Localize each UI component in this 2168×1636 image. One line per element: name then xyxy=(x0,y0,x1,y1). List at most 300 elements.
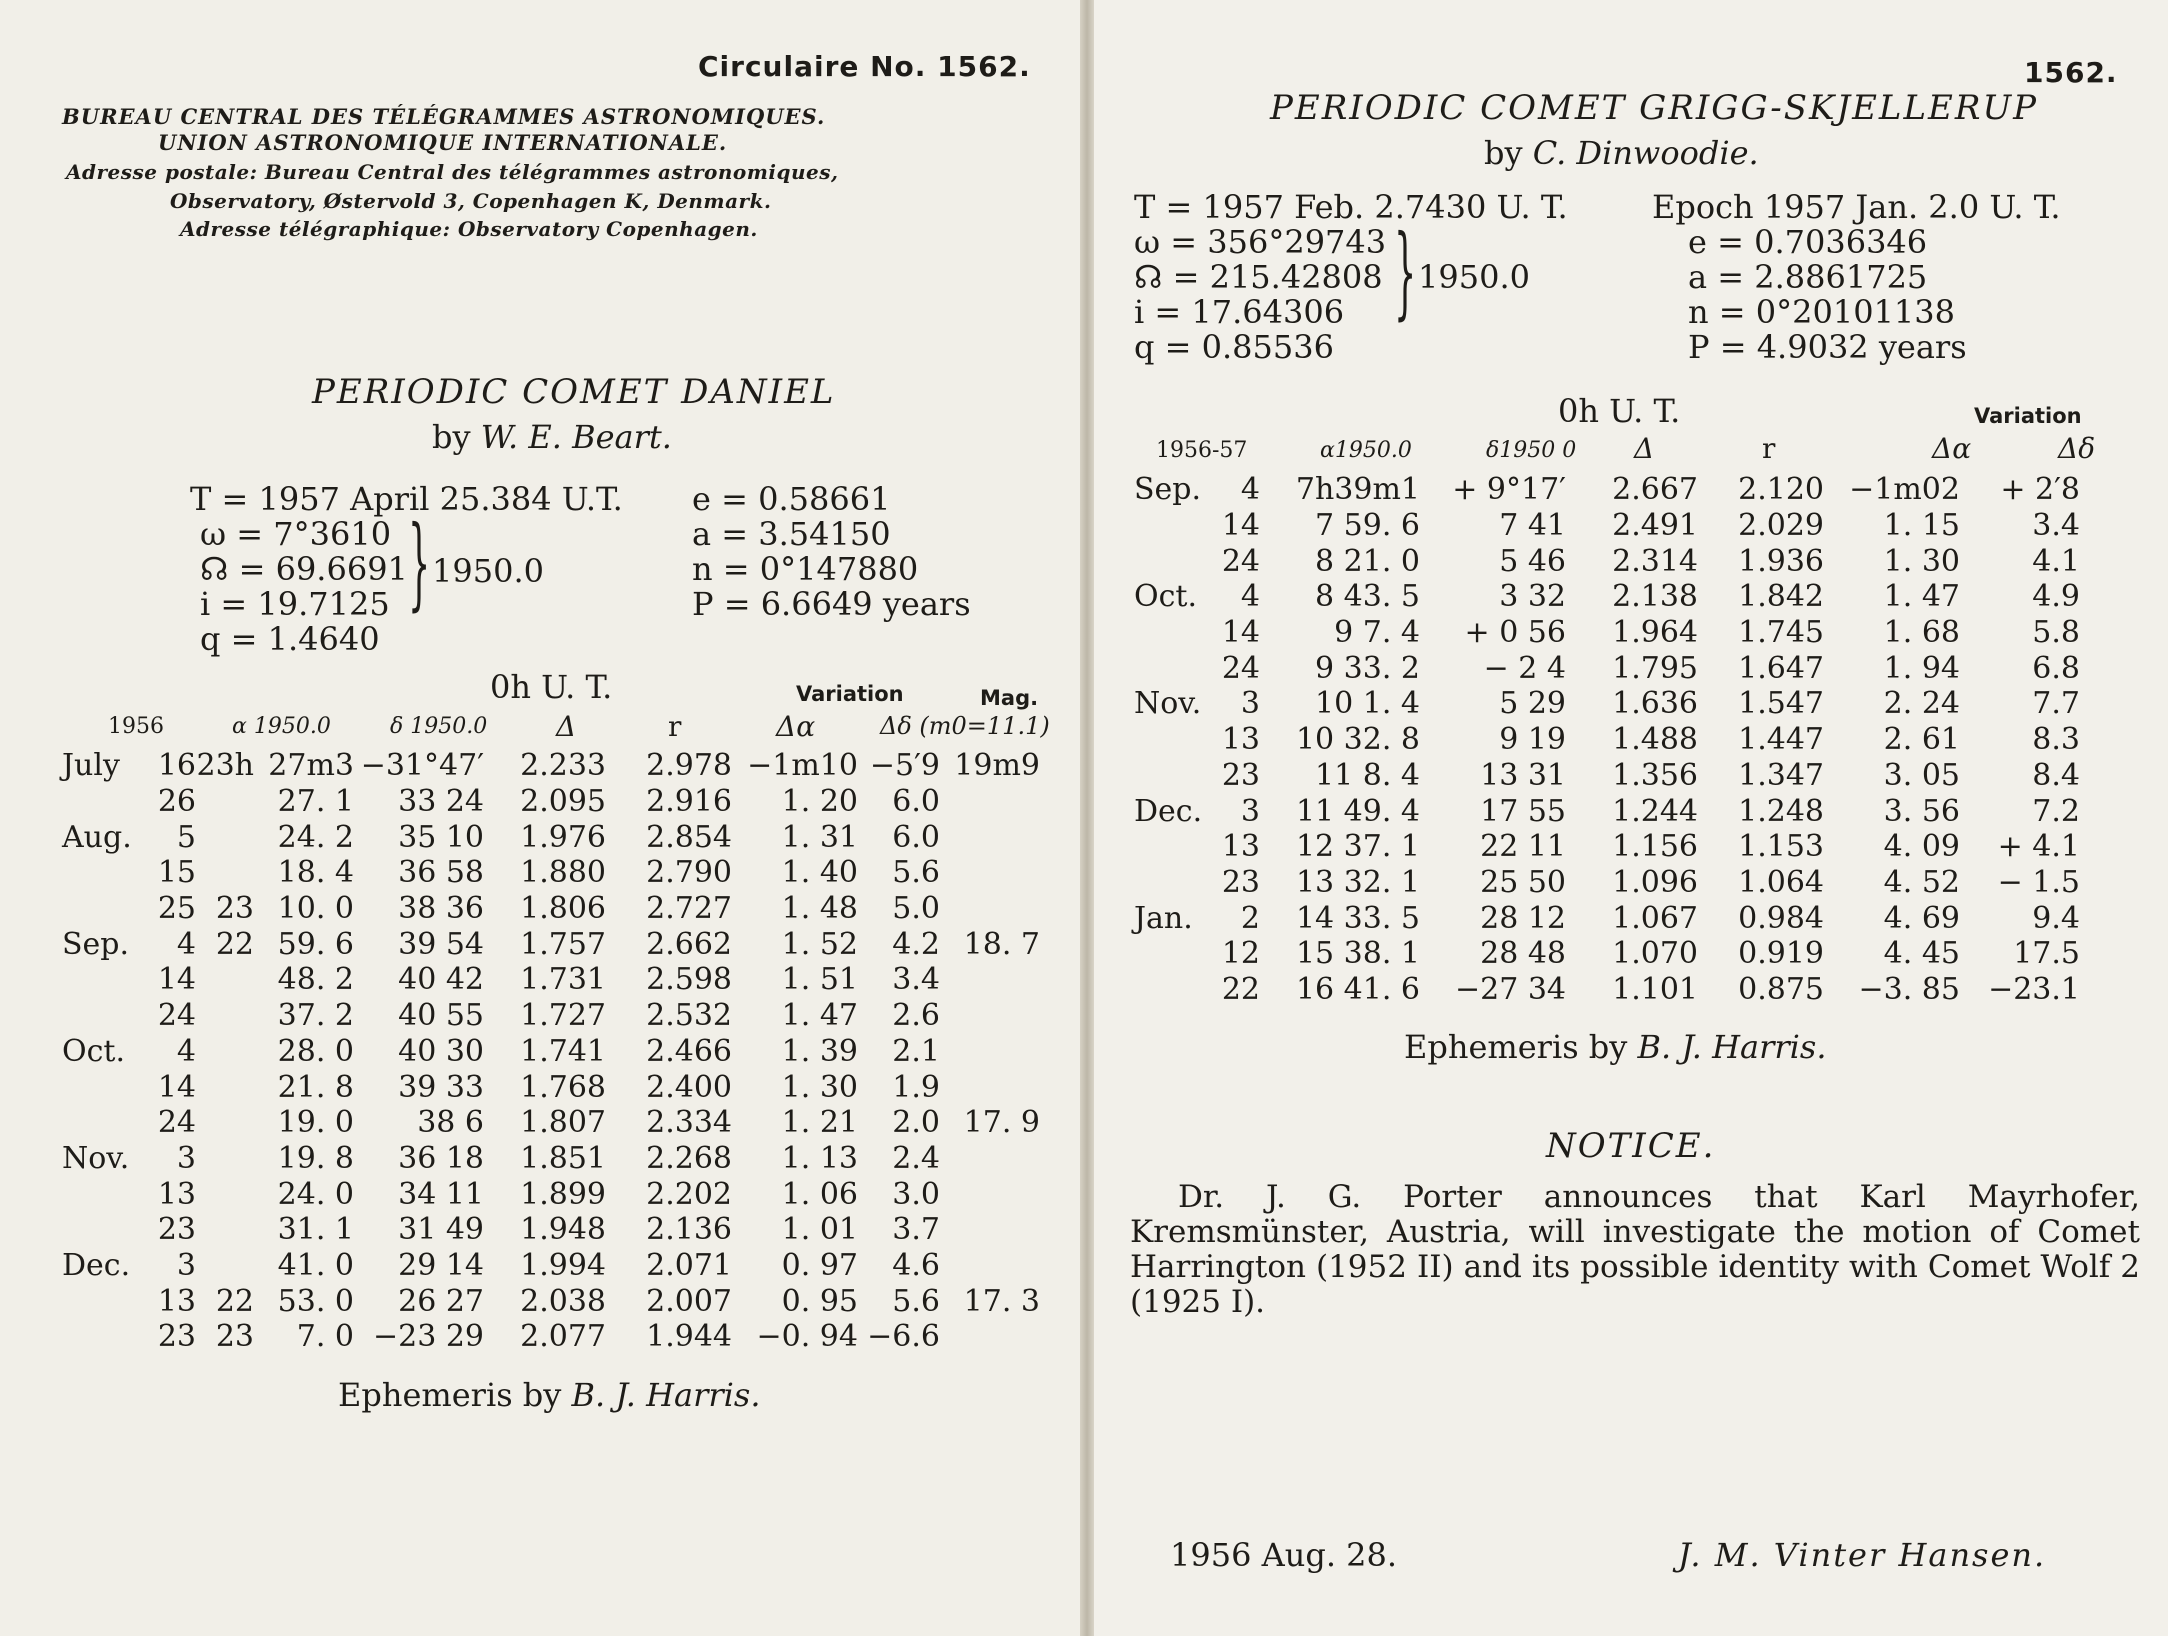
cell-day: 3 xyxy=(176,1247,196,1283)
cell-ddelta: 5.0 xyxy=(892,891,940,927)
cell-ddelta: 7.2 xyxy=(2032,793,2080,829)
ephemeris-table xyxy=(1134,472,2080,1007)
element-node: ☊ = 215.42808 xyxy=(1134,258,1383,296)
cell-ra-hour xyxy=(196,784,254,820)
cell-dec: 3 32 xyxy=(1499,579,1566,615)
table-row xyxy=(1134,900,2080,936)
cell-day: 4 xyxy=(1240,472,1260,508)
cell-ra-hour: 23 xyxy=(215,891,254,927)
cell-ddelta: + 4.1 xyxy=(1997,829,2080,865)
cell-mag xyxy=(940,1069,1040,1105)
cell-day: 14 xyxy=(1221,508,1260,544)
cell-month xyxy=(62,1212,146,1248)
circular-number: Circulaire No. 1562. xyxy=(698,50,1031,83)
cell-ra: 11 49. 4 xyxy=(1295,793,1420,829)
table-row xyxy=(1134,543,2080,579)
cell-ra-hour: 23 xyxy=(215,1319,254,1355)
postal-address: Adresse postale: Bureau Central des télégrammes astronomiques, xyxy=(66,160,839,184)
cell-day: 24 xyxy=(1221,650,1260,686)
cell-delta: 1.244 xyxy=(1612,793,1698,829)
circular-date: 1956 Aug. 28. xyxy=(1170,1536,1398,1574)
cell-dec: + 9°17′ xyxy=(1452,472,1566,508)
cell-delta: 1.636 xyxy=(1612,686,1698,722)
notice-text: Dr. J. G. Porter announces that Karl Mayrhofer, Kremsmünster, Austria, will investigate the motion of Comet Harrington (1952 II) and its possible identity with Comet Wolf 2 (1925 I). xyxy=(1130,1179,2140,1320)
cell-dalpha: 1. 30 xyxy=(781,1069,858,1105)
cell-ra-hour xyxy=(196,1034,254,1070)
cell-ddelta: −5′9 xyxy=(869,748,940,784)
cell-r: 2.598 xyxy=(646,962,732,998)
element-a: a = 2.8861725 xyxy=(1688,258,1928,296)
cell-ddelta: 3.0 xyxy=(892,1176,940,1212)
cell-dalpha: 1. 06 xyxy=(781,1176,858,1212)
table-row xyxy=(62,784,1040,820)
cell-delta: 2.038 xyxy=(520,1283,606,1319)
cell-day: 22 xyxy=(1221,971,1260,1007)
cell-dalpha: 2. 24 xyxy=(1883,686,1960,722)
cell-month xyxy=(62,891,146,927)
cell-dalpha: −0. 94 xyxy=(756,1319,858,1355)
cell-delta: 1.731 xyxy=(520,962,606,998)
cell-day: 23 xyxy=(1221,864,1260,900)
cell-dec: 31 49 xyxy=(398,1212,484,1248)
cell-r: 1.153 xyxy=(1738,829,1824,865)
cell-ra: 7h39m1 xyxy=(1295,472,1420,508)
table-row xyxy=(62,819,1040,855)
right-page xyxy=(1094,0,2168,1636)
cell-ddelta: 2.6 xyxy=(892,998,940,1034)
cell-mag xyxy=(940,1034,1040,1070)
cell-month xyxy=(62,1069,146,1105)
byline-author: C. Dinwoodie. xyxy=(1532,134,1759,172)
cell-ra-hour xyxy=(196,998,254,1034)
cell-month xyxy=(62,1283,146,1319)
cell-dalpha: 1. 39 xyxy=(781,1033,858,1069)
cell-dec: + 0 56 xyxy=(1464,615,1566,651)
cell-month xyxy=(1134,865,1208,901)
cell-dalpha: 1. 30 xyxy=(1883,543,1960,579)
cell-ddelta: 1.9 xyxy=(892,1069,940,1105)
table-row xyxy=(1134,793,2080,829)
postal-address-line2: Observatory, Østervold 3, Copenhagen K, Denmark. xyxy=(170,189,772,213)
cell-ddelta: 8.3 xyxy=(2032,722,2080,758)
cell-dalpha: −3. 85 xyxy=(1858,971,1960,1007)
table-row xyxy=(1134,508,2080,544)
cell-day: 25 xyxy=(157,891,196,927)
table-row xyxy=(62,926,1040,962)
comet-title: PERIODIC COMET DANIEL xyxy=(312,372,836,412)
cell-r: 2.978 xyxy=(646,748,732,784)
cell-month xyxy=(62,962,146,998)
cell-month xyxy=(1134,722,1208,758)
cell-dalpha: 4. 45 xyxy=(1883,936,1960,972)
equinox-brace: } xyxy=(1394,213,1417,330)
cell-mag xyxy=(940,1141,1040,1177)
cell-mag xyxy=(940,1248,1040,1284)
cell-day: 14 xyxy=(1221,615,1260,651)
cell-ddelta: 9.4 xyxy=(2032,900,2080,936)
cell-dalpha: 1. 94 xyxy=(1883,650,1960,686)
table-row xyxy=(1134,722,2080,758)
byline-author: W. E. Beart. xyxy=(480,418,672,456)
element-P: P = 6.6649 years xyxy=(692,585,971,623)
cell-dalpha: 3. 56 xyxy=(1883,793,1960,829)
cell-dec: 25 50 xyxy=(1480,864,1566,900)
element-a: a = 3.54150 xyxy=(692,515,891,553)
element-q: q = 1.4640 xyxy=(200,620,380,658)
table-row xyxy=(1134,472,2080,508)
cell-day: 4 xyxy=(176,926,196,962)
table-row xyxy=(1134,615,2080,651)
cell-mag xyxy=(940,1212,1040,1248)
cell-ra: 12 37. 1 xyxy=(1295,829,1420,865)
col-ddelta: Δδ (m0=11.1) xyxy=(880,712,1050,740)
cell-mag xyxy=(940,784,1040,820)
cell-ra: 11 8. 4 xyxy=(1315,757,1420,793)
col-dec: δ 1950.0 xyxy=(390,714,488,739)
table-row xyxy=(1134,686,2080,722)
cell-dalpha: 1. 31 xyxy=(781,819,858,855)
cell-r: 1.248 xyxy=(1738,793,1824,829)
cell-ra-min: 10. 0 xyxy=(277,891,354,927)
col-year: 1956 xyxy=(108,714,164,739)
element-e: e = 0.58661 xyxy=(692,480,891,518)
cell-r: 2.916 xyxy=(646,784,732,820)
ephemeris-credit xyxy=(338,1376,760,1414)
cell-ddelta: 4.1 xyxy=(2032,543,2080,579)
cell-ddelta: 4.6 xyxy=(892,1247,940,1283)
cell-ddelta: 6.0 xyxy=(892,819,940,855)
col-delta: Δ xyxy=(556,710,577,743)
cell-ddelta: 2.0 xyxy=(892,1105,940,1141)
cell-dec: 7 41 xyxy=(1499,508,1566,544)
cell-dalpha: 4. 09 xyxy=(1883,829,1960,865)
cell-delta: 2.314 xyxy=(1612,543,1698,579)
cell-mag xyxy=(940,819,1040,855)
cell-delta: 1.101 xyxy=(1612,971,1698,1007)
cell-ddelta: −23.1 xyxy=(1988,971,2080,1007)
cell-day: 13 xyxy=(1221,829,1260,865)
byline-prefix: by xyxy=(1484,134,1523,172)
cell-ddelta: 6.0 xyxy=(892,784,940,820)
col-ra: α1950.0 xyxy=(1320,438,1412,463)
cell-ra: 9 33. 2 xyxy=(1315,650,1420,686)
cell-delta: 1.488 xyxy=(1612,722,1698,758)
cell-dalpha: 3. 05 xyxy=(1883,757,1960,793)
cell-r: 1.547 xyxy=(1738,686,1824,722)
table-row xyxy=(62,748,1040,784)
cell-r: 0.919 xyxy=(1738,936,1824,972)
col-ra: α 1950.0 xyxy=(232,714,331,739)
cell-r: 2.136 xyxy=(646,1212,732,1248)
cell-day: 24 xyxy=(157,998,196,1034)
variation-label: Variation xyxy=(1974,404,2082,428)
cell-ra-min: 24. 2 xyxy=(277,819,354,855)
cell-month xyxy=(1134,650,1208,686)
cell-delta: 1.807 xyxy=(520,1105,606,1141)
cell-r: 2.727 xyxy=(646,891,732,927)
cell-ddelta: 3.4 xyxy=(892,962,940,998)
cell-month: Dec. xyxy=(62,1247,131,1283)
cell-ddelta: 17.5 xyxy=(2013,936,2080,972)
cell-delta: 1.964 xyxy=(1612,615,1698,651)
col-r: r xyxy=(668,710,682,743)
cell-dalpha: −1m02 xyxy=(1849,472,1960,508)
cell-r: 1.842 xyxy=(1738,579,1824,615)
cell-month: July xyxy=(62,748,120,784)
cell-ra-hour xyxy=(196,1212,254,1248)
cell-ra-min: 59. 6 xyxy=(277,926,354,962)
cell-delta: 1.757 xyxy=(520,926,606,962)
cell-dec: 22 11 xyxy=(1480,829,1566,865)
epoch-label: Epoch 1957 Jan. 2.0 U. T. xyxy=(1652,188,2061,226)
cell-dalpha: 2. 61 xyxy=(1883,722,1960,758)
cell-r: 2.202 xyxy=(646,1176,732,1212)
col-r: r xyxy=(1762,432,1776,465)
cell-delta: 1.851 xyxy=(520,1140,606,1176)
cell-r: 2.466 xyxy=(646,1033,732,1069)
cell-ddelta: 4.2 xyxy=(892,926,940,962)
cell-dalpha: 1. 47 xyxy=(781,998,858,1034)
element-T: T = 1957 Feb. 2.7430 U. T. xyxy=(1134,188,1568,226)
cell-ra: 7 59. 6 xyxy=(1315,508,1420,544)
cell-dalpha: 1. 47 xyxy=(1883,579,1960,615)
equinox-label: 1950.0 xyxy=(1418,258,1530,296)
union-header: UNION ASTRONOMIQUE INTERNATIONALE. xyxy=(158,130,728,155)
cell-ddelta: 2.1 xyxy=(892,1033,940,1069)
cell-ra-hour: 22 xyxy=(215,926,254,962)
cell-dalpha: 1. 01 xyxy=(781,1212,858,1248)
cell-ddelta: − 1.5 xyxy=(1997,864,2080,900)
ephemeris-table xyxy=(62,748,1040,1355)
cell-dec: 28 12 xyxy=(1480,900,1566,936)
cell-day: 12 xyxy=(1221,936,1260,972)
table-row xyxy=(62,1248,1040,1284)
cell-r: 1.447 xyxy=(1738,722,1824,758)
table-row xyxy=(62,998,1040,1034)
equinox-label: 1950.0 xyxy=(432,552,544,590)
cell-r: 2.790 xyxy=(646,855,732,891)
col-dalpha: Δα xyxy=(1932,432,1972,465)
cell-dalpha: 1. 51 xyxy=(781,962,858,998)
element-node: ☊ = 69.6691 xyxy=(200,550,408,588)
cell-ra: 16 41. 6 xyxy=(1295,971,1420,1007)
cell-ra: 8 43. 5 xyxy=(1315,579,1420,615)
ut-label: 0h U. T. xyxy=(490,668,613,706)
cell-dec: 40 42 xyxy=(398,962,484,998)
cell-r: 2.007 xyxy=(646,1283,732,1319)
cell-ra: 15 38. 1 xyxy=(1295,936,1420,972)
cell-ra-min: 19. 0 xyxy=(277,1105,354,1141)
col-dalpha: Δα xyxy=(776,710,816,743)
cell-ra: 10 32. 8 xyxy=(1295,722,1420,758)
cell-r: 2.334 xyxy=(646,1105,732,1141)
cell-ddelta: 2.4 xyxy=(892,1140,940,1176)
cell-ddelta: 6.8 xyxy=(2032,650,2080,686)
table-row xyxy=(62,1069,1040,1105)
cell-delta: 1.070 xyxy=(1612,936,1698,972)
cell-month xyxy=(62,998,146,1034)
cell-day: 24 xyxy=(157,1105,196,1141)
cell-r: 2.662 xyxy=(646,926,732,962)
cell-dec: 13 31 xyxy=(1480,757,1566,793)
cell-ddelta: −6.6 xyxy=(867,1319,940,1355)
cell-delta: 1.994 xyxy=(520,1247,606,1283)
cell-delta: 1.096 xyxy=(1612,864,1698,900)
table-row xyxy=(62,1105,1040,1141)
cell-month: Oct. xyxy=(1134,579,1197,615)
cell-ra-min: 24. 0 xyxy=(277,1176,354,1212)
cell-dec: 5 29 xyxy=(1499,686,1566,722)
element-omega: ω = 356°29743 xyxy=(1134,223,1387,261)
element-n: n = 0°20101138 xyxy=(1688,293,1955,331)
cell-ra: 9 7. 4 xyxy=(1334,615,1420,651)
cell-month: Nov. xyxy=(62,1140,130,1176)
element-q: q = 0.85536 xyxy=(1134,328,1334,366)
byline-prefix: by xyxy=(432,418,471,456)
cell-dalpha: 1. 13 xyxy=(781,1140,858,1176)
cell-ra-hour: 23h xyxy=(196,748,254,784)
cell-mag: 17. 3 xyxy=(963,1283,1040,1319)
element-i: i = 19.7125 xyxy=(200,585,390,623)
book-gutter xyxy=(1080,0,1094,1636)
cell-r: 1.347 xyxy=(1738,757,1824,793)
cell-mag xyxy=(940,962,1040,998)
ephemeris-credit xyxy=(1404,1028,1826,1066)
cell-month xyxy=(1134,758,1208,794)
cell-ra: 13 32. 1 xyxy=(1295,864,1420,900)
cell-ra-hour xyxy=(196,962,254,998)
cell-day: 14 xyxy=(157,1069,196,1105)
table-row xyxy=(1134,579,2080,615)
table-row xyxy=(62,1141,1040,1177)
cell-ra-min: 28. 0 xyxy=(277,1033,354,1069)
cell-dec: 38 6 xyxy=(417,1105,484,1141)
cell-delta: 2.095 xyxy=(520,784,606,820)
cell-delta: 1.976 xyxy=(520,819,606,855)
cell-dec: 33 24 xyxy=(398,784,484,820)
cell-mag xyxy=(940,1319,1040,1355)
cell-month xyxy=(1134,508,1208,544)
mag-label: Mag. xyxy=(980,686,1039,710)
cell-delta: 1.067 xyxy=(1612,900,1698,936)
cell-ddelta: 3.7 xyxy=(892,1212,940,1248)
cell-ra-min: 27m3 xyxy=(268,748,354,784)
element-P: P = 4.9032 years xyxy=(1688,328,1967,366)
cell-dec: 5 46 xyxy=(1499,543,1566,579)
cell-delta: 2.667 xyxy=(1612,472,1698,508)
cell-delta: 1.948 xyxy=(520,1212,606,1248)
element-e: e = 0.7036346 xyxy=(1688,223,1928,261)
ephemeris-prefix: Ephemeris by xyxy=(1404,1028,1628,1066)
cell-dec: 29 14 xyxy=(398,1247,484,1283)
cell-delta: 2.233 xyxy=(520,748,606,784)
table-row xyxy=(62,962,1040,998)
cell-ddelta: 5.6 xyxy=(892,1283,940,1319)
cell-mag: 19m9 xyxy=(954,748,1040,784)
cell-r: 0.984 xyxy=(1738,900,1824,936)
cell-dalpha: 1. 15 xyxy=(1883,508,1960,544)
left-page xyxy=(0,0,1080,1636)
cell-ra-hour xyxy=(196,1248,254,1284)
cell-mag xyxy=(940,855,1040,891)
cell-delta: 1.356 xyxy=(1612,757,1698,793)
cell-ra-min: 31. 1 xyxy=(277,1212,354,1248)
cell-ra-hour xyxy=(196,1176,254,1212)
cell-month: Oct. xyxy=(62,1033,125,1069)
cell-month: Sep. xyxy=(62,926,130,962)
cell-r: 1.064 xyxy=(1738,864,1824,900)
table-row xyxy=(1134,972,2080,1008)
cell-day: 13 xyxy=(1221,722,1260,758)
ut-label: 0h U. T. xyxy=(1558,392,1681,430)
cell-month: Nov. xyxy=(1134,686,1202,722)
cell-delta: 2.138 xyxy=(1612,579,1698,615)
ephemeris-author: B. J. Harris. xyxy=(1637,1028,1827,1066)
cell-dec: 40 55 xyxy=(398,998,484,1034)
cell-r: 1.647 xyxy=(1738,650,1824,686)
cell-r: 2.532 xyxy=(646,998,732,1034)
cell-ddelta: 8.4 xyxy=(2032,757,2080,793)
cell-month xyxy=(1134,615,1208,651)
cell-ddelta: 4.9 xyxy=(2032,579,2080,615)
cell-dalpha: 1. 21 xyxy=(781,1105,858,1141)
cell-r: 2.854 xyxy=(646,819,732,855)
cell-month xyxy=(1134,936,1208,972)
cell-ddelta: 5.8 xyxy=(2032,615,2080,651)
cell-day: 16 xyxy=(157,748,196,784)
cell-month: Dec. xyxy=(1134,793,1203,829)
cell-ddelta: 7.7 xyxy=(2032,686,2080,722)
ephemeris-author: B. J. Harris. xyxy=(571,1376,761,1414)
cell-day: 24 xyxy=(1221,543,1260,579)
table-row xyxy=(62,1212,1040,1248)
cell-day: 13 xyxy=(157,1283,196,1319)
cell-month xyxy=(1134,829,1208,865)
cell-day: 14 xyxy=(157,962,196,998)
cell-dec: 35 10 xyxy=(398,819,484,855)
bureau-header: BUREAU CENTRAL DES TÉLÉGRAMMES ASTRONOMIQUES. xyxy=(62,104,826,129)
cell-r: 2.071 xyxy=(646,1247,732,1283)
cell-delta: 2.077 xyxy=(520,1319,606,1355)
cell-ra-min: 27. 1 xyxy=(277,784,354,820)
variation-label: Variation xyxy=(796,682,904,706)
cell-r: 1.745 xyxy=(1738,615,1824,651)
cell-ddelta: + 2′8 xyxy=(2000,472,2080,508)
cell-delta: 1.806 xyxy=(520,891,606,927)
cell-delta: 1.880 xyxy=(520,855,606,891)
cell-r: 1.944 xyxy=(646,1319,732,1355)
cell-dalpha: 1. 40 xyxy=(781,855,858,891)
col-ddelta: Δδ xyxy=(2058,432,2096,465)
cell-ra-min: 48. 2 xyxy=(277,962,354,998)
cell-dalpha: 1. 52 xyxy=(781,926,858,962)
cell-ra: 14 33. 5 xyxy=(1295,900,1420,936)
cell-ra-hour xyxy=(196,819,254,855)
cell-dec: 28 48 xyxy=(1480,936,1566,972)
cell-month: Jan. xyxy=(1134,900,1193,936)
telegraphic-address: Adresse télégraphique: Observatory Copenhagen. xyxy=(180,217,758,241)
cell-mag xyxy=(940,998,1040,1034)
cell-month: Sep. xyxy=(1134,472,1202,508)
table-row xyxy=(1134,829,2080,865)
cell-day: 3 xyxy=(1240,686,1260,722)
equinox-brace: } xyxy=(408,504,431,621)
cell-ddelta: 5.6 xyxy=(892,855,940,891)
cell-dalpha: 1. 48 xyxy=(781,891,858,927)
table-row xyxy=(62,855,1040,891)
cell-mag: 17. 9 xyxy=(963,1105,1040,1141)
cell-ra-hour: 22 xyxy=(215,1283,254,1319)
